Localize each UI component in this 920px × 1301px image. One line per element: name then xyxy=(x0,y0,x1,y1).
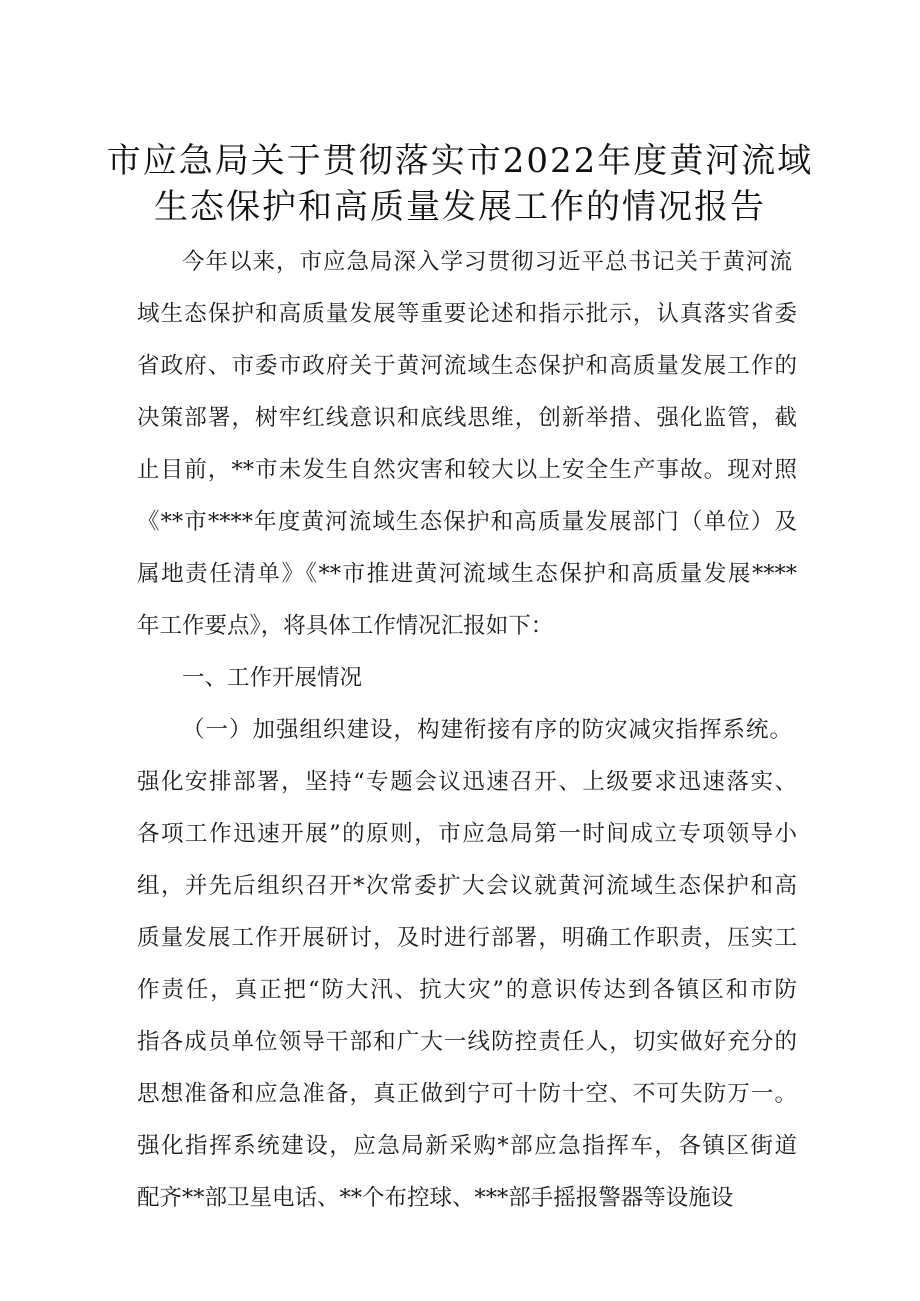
body-text-line: 质量发展工作开展研讨，及时进行部署，明确工作职责，压实工 xyxy=(137,925,797,951)
body-text-line: 强化安排部署，坚持“专题会议迅速召开、上级要求迅速落实、 xyxy=(137,769,797,795)
body-text-line: 思想准备和应急准备，真正做到宁可十防十空、不可失防万一。 xyxy=(137,1081,797,1107)
subsection-heading-line: （一）加强组织建设，构建衔接有序的防灾减灾指挥系统。 xyxy=(182,717,792,743)
body-text-line: 省政府、市委市政府关于黄河流域生态保护和高质量发展工作的 xyxy=(137,353,797,379)
body-text-line: 今年以来，市应急局深入学习贯彻习近平总书记关于黄河流 xyxy=(182,249,792,275)
body-text-line: 各项工作迅速开展”的原则，市应急局第一时间成立专项领导小 xyxy=(137,821,797,847)
body-text-line: 指各成员单位领导干部和广大一线防控责任人，切实做好充分的 xyxy=(137,1029,797,1055)
section-heading: 一、工作开展情况 xyxy=(182,665,363,691)
document-title-line-2: 生态保护和高质量发展工作的情况报告 xyxy=(154,187,766,227)
body-text-line: 《**市****年度黄河流域生态保护和高质量发展部门（单位）及 xyxy=(137,509,797,535)
body-text-line: 作责任，真正把“防大汛、抗大灾”的意识传达到各镇区和市防 xyxy=(137,977,797,1003)
body-text-line: 组，并先后组织召开*次常委扩大会议就黄河流域生态保护和高 xyxy=(137,873,797,899)
body-text-line: 域生态保护和高质量发展等重要论述和指示批示，认真落实省委 xyxy=(137,301,797,327)
body-text-line: 属地责任清单》《**市推进黄河流域生态保护和高质量发展**** xyxy=(137,561,797,587)
body-text-line: 年工作要点》，将具体工作情况汇报如下： xyxy=(137,613,554,639)
body-text-line: 止目前，**市未发生自然灾害和较大以上安全生产事故。现对照 xyxy=(137,457,797,483)
body-text-line: 配齐**部卫星电话、**个布控球、***部手摇报警器等设施设 xyxy=(137,1185,734,1211)
body-text-line: 决策部署，树牢红线意识和底线思维，创新举措、强化监管，截 xyxy=(137,405,797,431)
document-title-line-1: 市应急局关于贯彻落实市2022年度黄河流域 xyxy=(106,141,814,181)
body-text-line: 强化指挥系统建设，应急局新采购*部应急指挥车，各镇区街道 xyxy=(137,1133,797,1159)
